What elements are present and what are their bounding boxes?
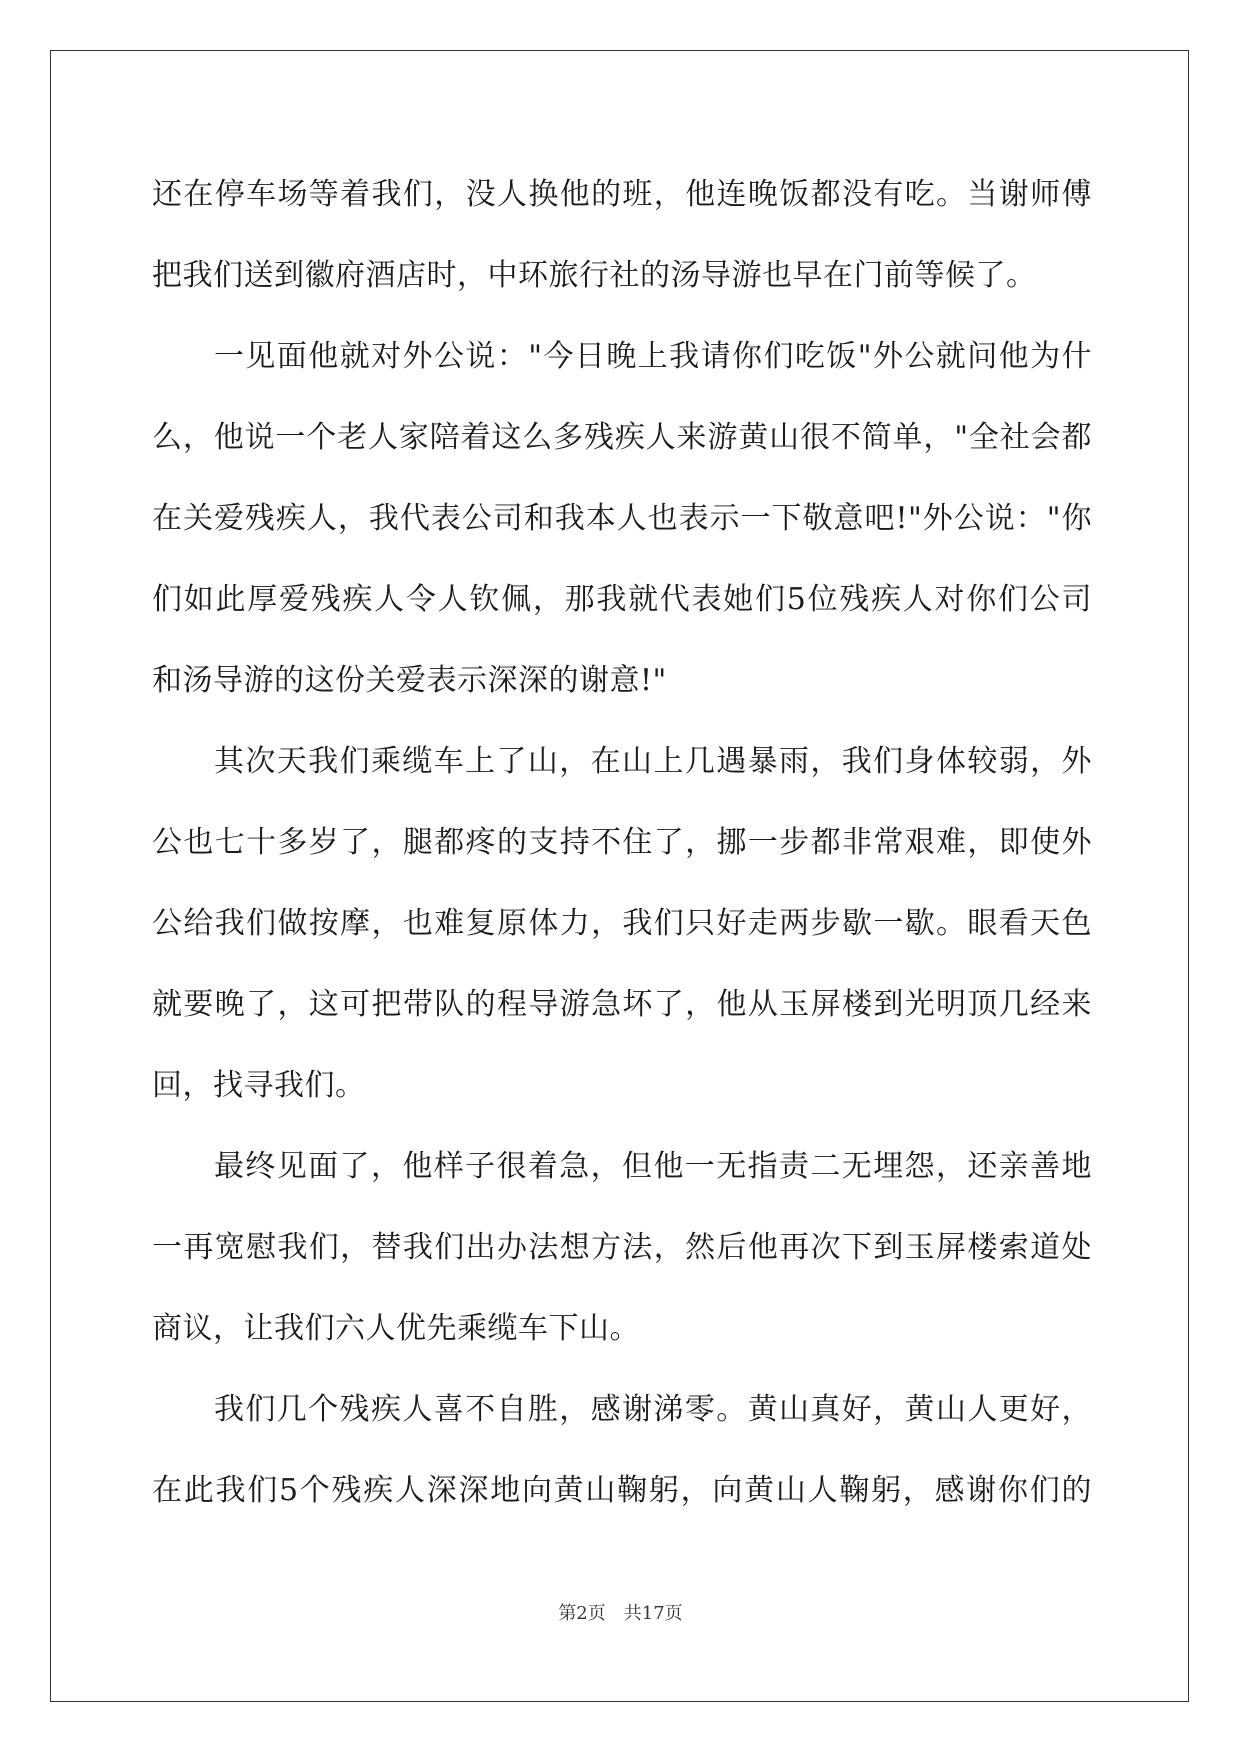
text-line-4: 么，他说一个老人家陪着这么多残疾人来游黄山很不简单，"全社会都 [152,420,1092,455]
text-line-17: 在此我们5个残疾人深深地向黄山鞠躬，向黄山人鞠躬，感谢你们的 [152,1473,1092,1508]
page-number-footer: 第2页 共17页 [558,1603,683,1624]
text-line-13: 最终见面了，他样子很着急，但他一无指责二无埋怨，还亲善地 [214,1149,1092,1184]
text-line-6: 们如此厚爱残疾人令人钦佩，那我就代表她们5位残疾人对你们公司 [152,582,1092,617]
text-line-15: 商议，让我们六人优先乘缆车下山。 [152,1311,640,1346]
text-line-5: 在关爱残疾人，我代表公司和我本人也表示一下敬意吧!"外公说："你 [152,501,1092,536]
text-line-12: 回，找寻我们。 [152,1068,366,1103]
document-body [152,154,1092,1531]
text-line-1: 还在停车场等着我们，没人换他的班，他连晚饭都没有吃。当谢师傅 [152,177,1092,212]
text-line-8: 其次天我们乘缆车上了山，在山上几遇暴雨，我们身体较弱，外 [214,744,1092,779]
text-line-7: 和汤导游的这份关爱表示深深的谢意!" [152,663,667,698]
text-line-11: 就要晚了，这可把带队的程导游急坏了，他从玉屏楼到光明顶几经来 [152,987,1092,1022]
text-line-14: 一再宽慰我们，替我们出办法想方法，然后他再次下到玉屏楼索道处 [152,1230,1092,1265]
text-line-10: 公给我们做按摩，也难复原体力，我们只好走两步歇一歇。眼看天色 [152,906,1092,941]
text-line-16: 我们几个残疾人喜不自胜，感谢涕零。黄山真好，黄山人更好， [214,1392,1092,1427]
text-line-9: 公也七十多岁了，腿都疼的支持不住了，挪一步都非常艰难，即使外 [152,825,1092,860]
text-line-2: 把我们送到徽府酒店时，中环旅行社的汤导游也早在门前等候了。 [152,258,1037,293]
text-line-3: 一见面他就对外公说："今日晚上我请你们吃饭"外公就问他为什 [214,339,1092,374]
